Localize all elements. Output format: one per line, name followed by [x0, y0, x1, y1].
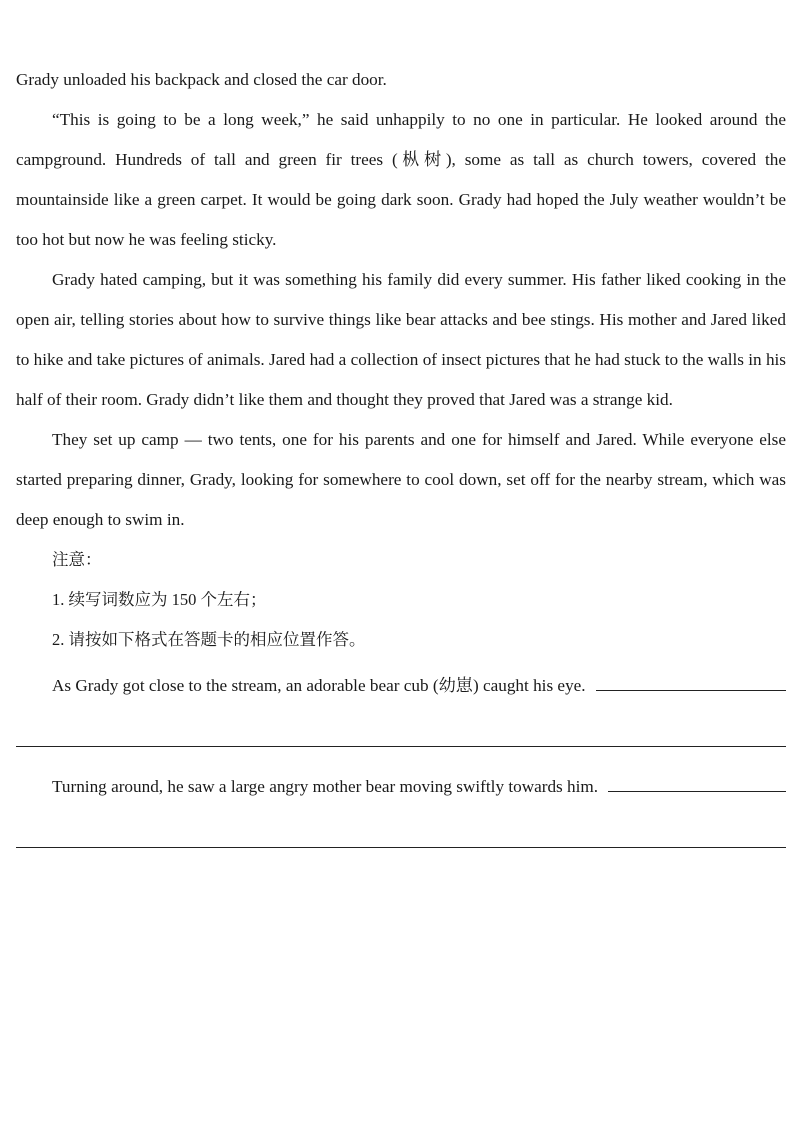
answer-blank-inline-1[interactable] [596, 670, 786, 691]
prompt-paragraph-1 [16, 666, 786, 706]
prompt-text-1: As Grady got close to the stream, an adorable bear cub (幼崽) caught his eye. [52, 676, 586, 695]
story-paragraph-4: They set up camp — two tents, one for his parents and one for himself and Jared. While everyone else started preparing dinner, Grady, looking for somewhere to cool down, set off for the nearby stream, which was deep enough to swim in. [16, 430, 786, 529]
note-item-answer-format: 2. 请按如下格式在答题卡的相应位置作答。 [52, 630, 366, 649]
prompt-text-2: Turning around, he saw a large angry mother bear moving swiftly towards him. [52, 777, 599, 796]
note-item-word-count: 1. 续写词数应为 150 个左右； [52, 590, 267, 609]
notes-title: 注意： [52, 550, 102, 569]
story-paragraph-3: Grady hated camping, but it was something his family did every summer. His father liked cooking in the open air, telling stories about how to survive things like bear attacks and bee stings. His mother and Jared liked to hike and take pictures of animals. Jared had a collection of insect pictures that he had stuck to the walls in his half of their room. Grady didn’t like them and thought they proved that Jared was a strange kid. [16, 270, 786, 409]
prompt-paragraph-2 [16, 767, 786, 807]
answer-line-1[interactable] [16, 706, 786, 747]
answer-line-2[interactable] [16, 807, 786, 848]
story-paragraph-2: “This is going to be a long week,” he said unhappily to no one in particular. He looked around the campground. Hundreds of tall and green fir trees (枞树), some as tall as church towers, covered the mountainside like a green carpet. It would be going dark soon. Grady had hoped the July weather wouldn’t be too hot but now he was feeling sticky. [16, 110, 786, 249]
answer-blank-inline-2[interactable] [608, 771, 786, 792]
worksheet-page [16, 60, 786, 868]
story-paragraph-1: Grady unloaded his backpack and closed the car door. [16, 70, 387, 89]
